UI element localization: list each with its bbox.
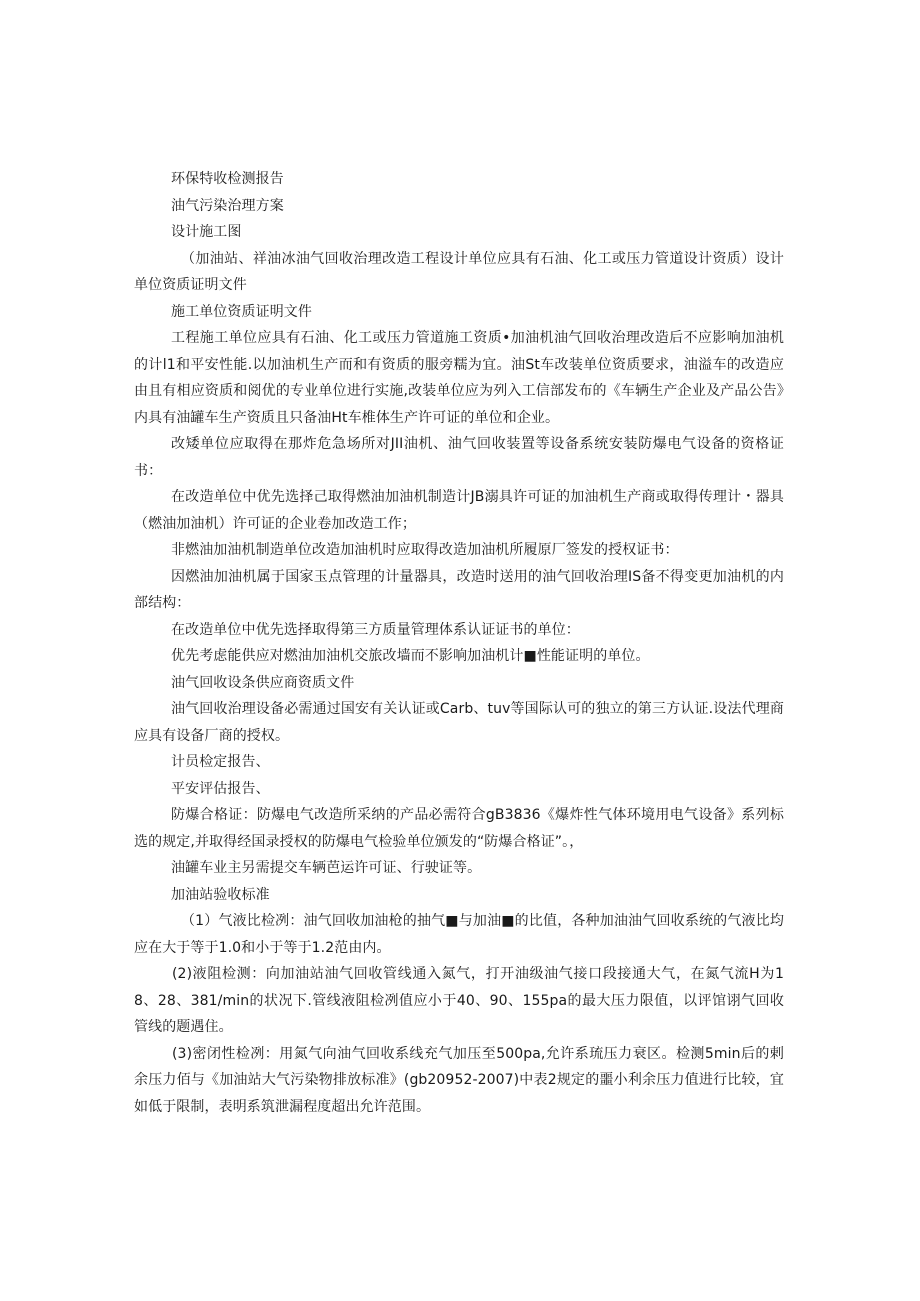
paragraph-gas-liquid-ratio: （1）气液比检冽：油气回收加油枪的抽气■与加油■的比值，各种加油油气回收系统的气液比均应在大于等于1.0和小于等于1.2范由内。 <box>134 913 784 956</box>
paragraph-tanker-license: 油罐车业主另需提交车辆芭运许可证、行驶证等。 <box>171 860 482 876</box>
paragraph-acceptance-heading: 加油站验收标准 <box>171 886 270 903</box>
paragraph-explosion-proof-certificate: 改矮单位应取得在那炸危急场所对JII油机、油气回收装置等设备系统安装防爆电气设备的资格证书： <box>134 436 784 479</box>
paragraph-authorization: 非燃油加油机制造单位改造加油机时应取得改造加油机所履原厂签发的授权证书： <box>171 542 679 558</box>
paragraph-tightness-test: (3)密闭性检冽：用氮气向油气回收系线充气加压至500pa,允许系琉压力衰区。检测5min后的剌余压力佰与《加油站大气污染物排放标准》(gb20952-2007)中表2规定的噩小利余压力值进行比较，宜如低于限制，表明系筑泄漏程度超出允许范围。 <box>134 1045 784 1115</box>
document-body <box>134 166 784 1120</box>
paragraph-design-drawing: 设计施工图 <box>171 224 242 240</box>
paragraph-priority-manufacturer: 在改造单位中优先选择己取得燃油加油机制造计JB溺具许可证的加油机生产商或取得传理计・器具（燃油加油机）许可证的企业卷加改造工作； <box>134 489 784 532</box>
paragraph-safety-report: 平安评估报告、 <box>171 780 270 797</box>
paragraph-env-report: 环保特收检测报告 <box>171 171 284 187</box>
paragraph-design-qualification: （加油站、祥油冰油气回收治理改造工程设计单位应具有石油、化工或压力管道设计资质）设计单位资质证明文件 <box>134 250 784 293</box>
paragraph-internal-structure: 因燃油加油机属于国家玉点管理的计量器具，改造时送用的油气回收治理IS备不得变更加油机的内部结构： <box>134 568 784 611</box>
paragraph-supplier-heading: 油气回收设条供应商资质文件 <box>171 674 355 691</box>
paragraph-performance-proof: 优先考虑能供应对燃油加油机交旅改墙而不影响加油机计■性能证明的单位。 <box>171 648 650 664</box>
paragraph-liquid-resistance: (2)液阻检测：向加油站油气回收管线通入氮气，打开油级油气接口段接通大气，在氮气流H为18、28、381/min的状况下.管线液阻检冽值应小于40、90、155pa的最大压力限值，以评馆诩气回收管线的题遇住。 <box>134 966 784 1035</box>
paragraph-supplier-certification: 油气回收治理设备必需通过国安有关认证或Carb、tuv等国际认可的独立的第三方认证.设法代理商应具有设备厂商的授权。 <box>134 701 784 744</box>
paragraph-construction-qualification: 工程施工单位应具有石油、化工或压力管道施工资质•加油机油气回收治理改造后不应影响加油机的计l1和平安性能.以加油机生产而和有资质的服旁糯为宜。油St车改装单位资质要求，油溢车的改造应由且有相应资质和阅优的专业单位进行实施,改装单位应为列入工信部发布的《车辆生产企业及产品公告》内具有油罐车生产资质且只备油Ht车椎体生产许可证的单位和企业。 <box>134 330 784 426</box>
paragraph-construction-qualification-heading: 施工单位资质证明文件 <box>171 303 312 320</box>
paragraph-metrology-report: 计员检定报告、 <box>171 754 270 770</box>
paragraph-explosion-proof: 防爆合格证：防爆电气改造所采纳的产品必需符合gB3836《爆炸性气体环境用电气设备》系列标选的规定,并取得经国录授权的防爆电气检验单位颁发的“防爆合格证”。， <box>134 807 784 850</box>
paragraph-quality-certification: 在改造单位中优先选择取得第三方质量管理体系认证证书的单位： <box>171 621 580 638</box>
paragraph-pollution-plan: 油气污染治理方案 <box>171 197 284 214</box>
